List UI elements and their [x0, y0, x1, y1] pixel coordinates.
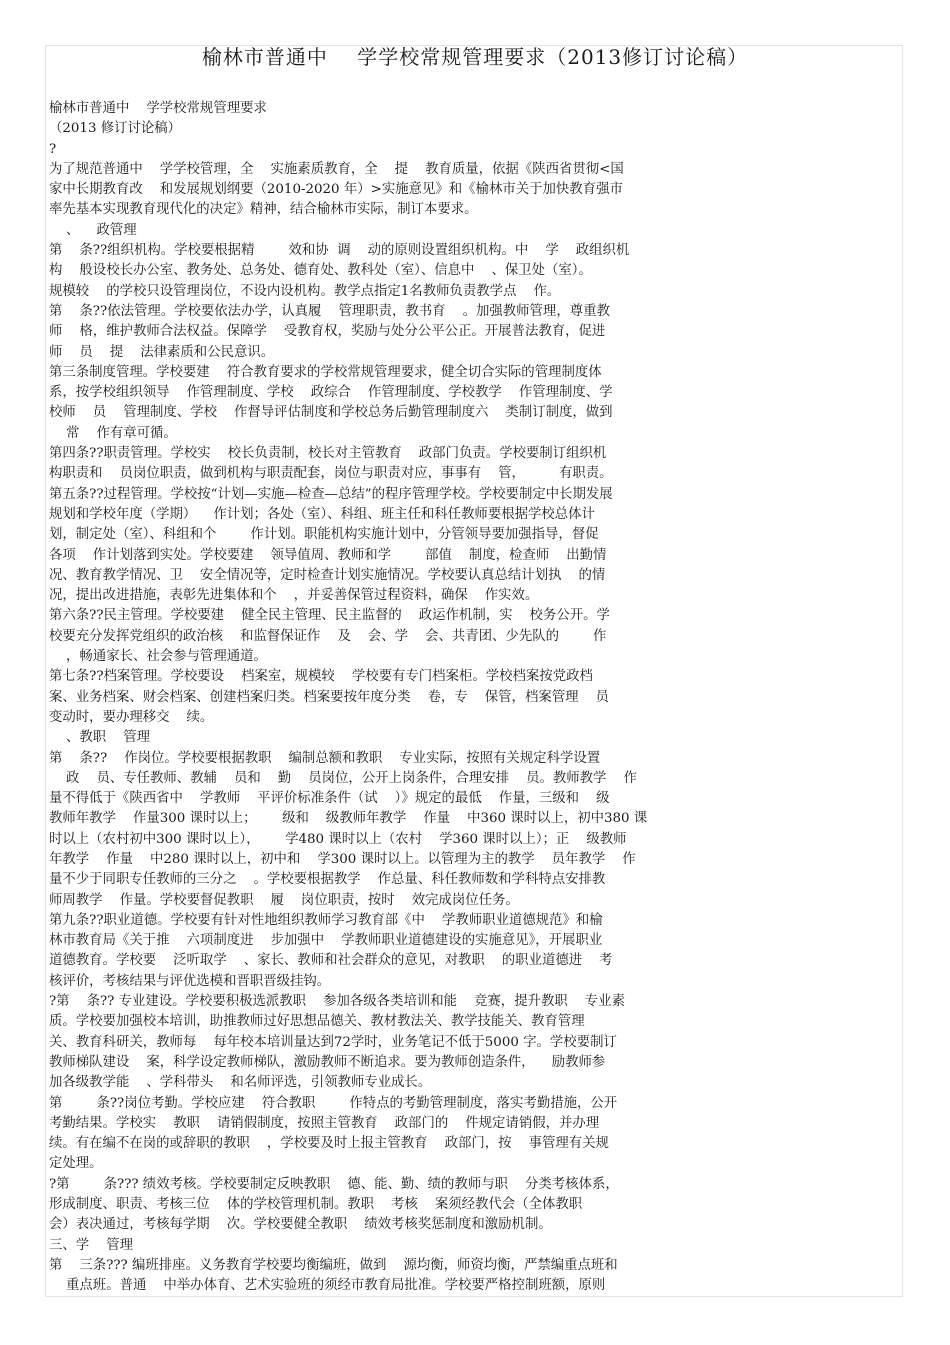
text-line: 校师 员 管理制度、学校 作督导评估制度和学校总务后勤管理制度六 类制订制度，做到 [49, 405, 613, 421]
text-line: 校要充分发挥党组织的政治核 和监督保证作 及 会、学 会、共青团、少先队的 作 [49, 628, 607, 644]
text-line: 三、学 管理 [49, 1237, 133, 1253]
text-line: 师 格，维护教师合法权益。保障学 受教育权，奖励与处分公平公正。开展普法教育，促进 [49, 324, 606, 340]
text-line: 加各级教学能 、学科带头 和名师评选，引领教师专业成长。 [49, 1075, 432, 1091]
text-line: ，畅通家长、社会参与管理通道。 [49, 649, 267, 665]
text-line: ? [49, 141, 57, 157]
text-line: 、 政管理 [49, 222, 137, 238]
text-line: 常 作有章可循。 [49, 425, 177, 441]
text-line: 师周教学 作量。学校要督促教职 履 岗位职责，按时 效完成岗位任务。 [49, 892, 519, 908]
text-line: 林市教育局《关于推 六项制度进 步加强中 学教师职业道德建设的实施意见》，开展职业 [49, 933, 603, 949]
text-line: 为了规范普通中 学学校管理，全 实施素质教育，全 提 教育质量，依据《陕西省贯彻<国 [49, 161, 624, 177]
text-line: 第 条??组织机构。学校要根据精 效和协 调 动的原则设置组织机构。中 学 政组织机 [49, 243, 630, 259]
text-line: 考勤结果。学校实 教职 请销假制度，按照主管教育 政部门的 件规定请销假，并办理 [49, 1115, 600, 1131]
text-line: 规划和学校年度（学期） 作计划；各处（室）、科组、班主任和科任教师要根据学校总体计 [49, 506, 595, 522]
text-line: 系，按学校组织领导 作管理制度、学校 政综合 作管理制度、学校教学 作管理制度、学 [49, 385, 613, 401]
text-line: 划，制定处（室）、科组和个 作计划。职能机构实施计划中，分管领导要加强指导，督促 [49, 527, 599, 543]
text-line: 质。学校要加强校本培训，助推教师过好思想品德关、教材教法关、教学技能关、教育管理 [49, 1014, 585, 1030]
text-line: 变动时，要办理移交 续。 [49, 709, 214, 725]
text-line: 核评价，考核结果与评优选模和晋职晋级挂钩。 [49, 973, 331, 989]
text-line: 第四条??职责管理。学校实 校长负责制，校长对主管教育 政部门负责。学校要制订组织机 [49, 446, 607, 462]
text-line: 第五条??过程管理。学校按“计划—实施—检查—总结”的程序管理学校。学校要制定中长期发展 [49, 486, 613, 502]
text-line: ?第 条??? 绩效考核。学校要制定反映教职 德、能、勤、绩的教师与职 分类考核体系， [49, 1176, 619, 1192]
text-line: 重点班。普通 中举办体育、艺术实验班的须经市教育局批准。学校要严格控制班额，原则 [49, 1278, 606, 1294]
text-line: ?第 条?? 专业建设。学校要积极选派教职 参加各级各类培训和能 竞赛，提升教职 专业素 [49, 994, 625, 1010]
text-line: 率先基本实现教育现代化的决定》精神，结合榆林市实际，制订本要求。 [49, 202, 478, 218]
text-line: 构职责和 员岗位职责，做到机构与职责配套，岗位与职责对应，事事有 管， 有职责。 [49, 466, 613, 482]
text-line: 年教学 作量 中280 课时以上，初中和 学300 课时以上。以管理为主的教学 员年教学 作 [49, 851, 636, 867]
text-line: 定处理。 [49, 1156, 103, 1172]
text-line: 时以上（农村初中300 课时以上）， 学480 课时以上（农村 学360 课时以上）；正 级教师 [49, 831, 627, 847]
document-title: 榆林市普通中 学学校常规管理要求（2013修订讨论稿） [201, 45, 749, 69]
text-line: 关、教育科研关，教师每 每年校本培训量达到72学时，业务笔记不低于5000 字。学校要制订 [49, 1034, 617, 1050]
text-line: 会）表决通过，考核每学期 次。学校要健全教职 绩效考核奖惩制度和激励机制。 [49, 1217, 552, 1233]
text-line: 量不得低于《陕西省中 学教师 平评价标准条件（试 ）》规定的最低 作量，三级和 级 [49, 791, 610, 807]
text-line: 政 员、专任教师、教辅 员和 勤 员岗位，公开上岗条件，合理安排 员。教师教学 作 [49, 770, 637, 786]
text-line: 案、业务档案、财会档案、创建档案归类。档案要按年度分类 卷，专 保管，档案管理 员 [49, 689, 609, 705]
text-line: 榆林市普通中 学学校常规管理要求 [49, 101, 267, 116]
text-line: 况，提出改进措施，表彰先进集体和个 ，并妥善保管过程资料，确保 作实效。 [49, 588, 539, 604]
text-line: 师 员 提 法律素质和公民意识。 [49, 344, 275, 360]
text-line: 教师年教学 作量300 课时以上； 级和 级教师年教学 作量 中360 课时以上，初中380 课 [49, 811, 648, 827]
text-line: 形成制度、职责、考核三位 体的学校管理机制。教职 考核 案须经教代会（全体教职 [49, 1197, 583, 1213]
text-line: 第九条??职业道德。学校要有针对性地组织教师学习教育部《中 学教师职业道德规范》和榆 [49, 912, 603, 928]
text-line: 续。有在编不在岗的或辞职的教职 ，学校要及时上报主管教育 政部门，按 事管理有关规 [49, 1136, 609, 1152]
text-line: 各项 作计划落到实处。学校要建 领导值周、教师和学 部值 制度，检查师 出勤情 [49, 547, 607, 563]
text-line: 规模较 的学校只设管理岗位，不设内设机构。教学点指定1名教师负责教学点 作。 [49, 283, 561, 299]
text-line: 第 条?? 作岗位。学校要根据教职 编制总额和教职 专业实际，按照有关规定科学设置 [49, 750, 601, 766]
text-line: 第 条??岗位考勤。学校应建 符合教职 作特点的考勤管理制度，落实考勤措施，公开 [49, 1095, 618, 1111]
text-line: 第 条??依法管理。学校要依法办学，认真履 管理职责，教书育 。加强教师管理，尊重教 [49, 303, 610, 319]
text-line: 第三条制度管理。学校要建 符合教育要求的学校常规管理要求，健全切合实际的管理制度体 [49, 364, 602, 380]
text-line: 、教职 管理 [49, 730, 151, 746]
text-line: 家中长期教育改 和发展规划纲要（2010-2020 年）>实施意见》和《榆林市关于加快教育强市 [49, 182, 623, 198]
text-line: 第 三条??? 编班排座。义务教育学校要均衡编班，做到 源均衡，师资均衡，严禁编重点班和 [49, 1257, 618, 1273]
text-line: 第七条??档案管理。学校要设 档案室，规模较 学校要有专门档案柜。学校档案按党政档 [49, 669, 593, 685]
document-body [49, 99, 699, 1297]
text-line: （2013 修订讨论稿） [49, 121, 182, 137]
text-line: 况、教育教学情况、卫 安全情况等，定时检查计划实施情况。学校要认真总结计划执 的情 [49, 567, 606, 583]
text-line: 构 般设校长办公室、教务处、总务处、德育处、教科处（室）、信息中 、保卫处（室）。 [49, 263, 592, 279]
text-line: 道德教育。学校要 泛听取学 、家长、教师和社会群众的意见，对教职 的职业道德进 考 [49, 953, 613, 969]
text-line: 第六条??民主管理。学校要建 健全民主管理、民主监督的 政运作机制，实 校务公开。学 [49, 608, 610, 624]
text-line: 教师梯队建设 案，科学设定教师梯队，激励教师不断追求。要为教师创造条件， 励教师参 [49, 1054, 606, 1070]
text-line: 量不少于同职专任教师的三分之 。学校要根据教学 作总量、科任教师数和学科特点安排教 [49, 872, 606, 888]
